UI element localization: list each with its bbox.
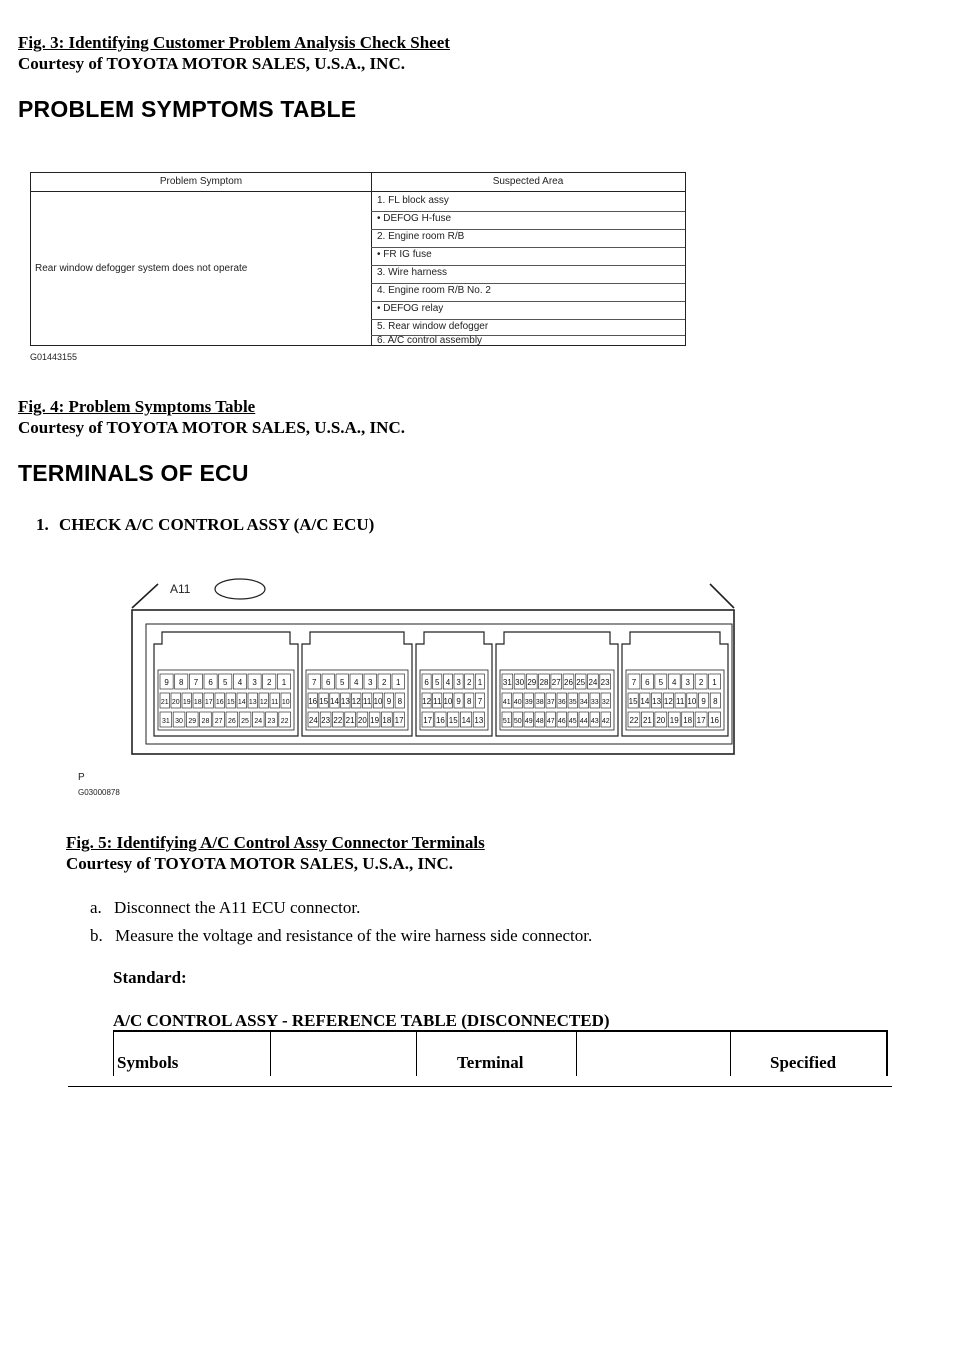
area-item: 6. A/C control assembly xyxy=(377,335,483,346)
pin-number: 7 xyxy=(631,678,637,687)
pin-number: 13 xyxy=(248,699,257,706)
pin-number: 33 xyxy=(590,699,599,706)
pin-number: 31 xyxy=(502,678,512,687)
pin-number: 1 xyxy=(712,678,717,687)
section-heading-terminals: TERMINALS OF ECU xyxy=(18,460,249,486)
pin-number: 40 xyxy=(513,699,522,706)
pin-number: 21 xyxy=(345,716,355,725)
step-1 xyxy=(36,515,374,535)
pin-number: 43 xyxy=(590,718,599,725)
connector-figure-code: G03000878 xyxy=(78,788,120,797)
substep-b-marker: b. xyxy=(90,926,103,945)
pin-number: 14 xyxy=(640,697,650,706)
pin-number: 31 xyxy=(161,718,170,725)
pin-number: 17 xyxy=(204,699,213,706)
pin-number: 12 xyxy=(351,697,361,706)
substep-a-text: Disconnect the A11 ECU connector. xyxy=(114,898,361,917)
fig5-caption: Fig. 5: Identifying A/C Control Assy Connector Terminals xyxy=(66,833,485,852)
pin-number: 26 xyxy=(564,678,573,687)
pin-number: 26 xyxy=(227,718,236,725)
pin-number: 8 xyxy=(397,697,403,706)
pin-number: 46 xyxy=(557,718,566,725)
pin-number: 4 xyxy=(354,678,359,687)
pin-number: 45 xyxy=(568,718,577,725)
pin-number: 10 xyxy=(687,697,697,706)
pin-number: 35 xyxy=(568,699,577,706)
pin-number: 21 xyxy=(642,716,652,725)
fig3-caption: Fig. 3: Identifying Customer Problem Analysis Check Sheet xyxy=(18,33,450,52)
pin-number: 38 xyxy=(535,699,544,706)
symptoms-figure-code: G01443155 xyxy=(30,352,78,362)
substep-a xyxy=(90,898,360,918)
pin-number: 36 xyxy=(557,699,566,706)
pin-number: 11 xyxy=(675,697,685,706)
fig4-caption-block xyxy=(18,396,405,438)
pin-number: 13 xyxy=(340,697,350,706)
area-item: • DEFOG relay xyxy=(377,303,444,314)
pin-number: 12 xyxy=(422,697,432,706)
fig3-courtesy: Courtesy of TOYOTA MOTOR SALES, U.S.A., INC. xyxy=(18,54,405,73)
pin-number: 47 xyxy=(546,718,555,725)
pin-number: 19 xyxy=(669,716,679,725)
substep-b-text: Measure the voltage and resistance of the wire harness side connector. xyxy=(115,926,593,945)
pin-number: 22 xyxy=(280,718,289,725)
table-header-terminal: Terminal xyxy=(457,1053,524,1072)
pin-number: 48 xyxy=(535,718,544,725)
pin-number: 50 xyxy=(513,718,522,725)
step-1-number: 1. xyxy=(36,515,49,534)
pin-number: 21 xyxy=(160,699,169,706)
pin-number: 24 xyxy=(588,678,598,687)
pin-number: 23 xyxy=(321,716,331,725)
pin-number: 49 xyxy=(524,718,533,725)
connector-side-label: P xyxy=(78,772,85,783)
pin-number: 11 xyxy=(362,697,372,706)
area-item: 5. Rear window defogger xyxy=(377,321,489,332)
pin-number: 28 xyxy=(201,718,210,725)
pin-number: 10 xyxy=(373,697,383,706)
pin-number: 13 xyxy=(652,697,662,706)
pin-number: 6 xyxy=(208,678,213,687)
pin-number: 20 xyxy=(357,716,367,725)
pin-number: 2 xyxy=(698,678,704,687)
pin-number: 5 xyxy=(340,678,345,687)
pin-number: 12 xyxy=(663,697,673,706)
pin-number: 6 xyxy=(424,678,429,687)
page-bottom-rule xyxy=(68,1086,892,1087)
fig4-courtesy: Courtesy of TOYOTA MOTOR SALES, U.S.A., INC. xyxy=(18,418,405,437)
pin-number: 15 xyxy=(448,716,458,725)
pin-number: 8 xyxy=(179,678,184,687)
pin-number: 15 xyxy=(319,697,329,706)
fig5-courtesy: Courtesy of TOYOTA MOTOR SALES, U.S.A., INC. xyxy=(66,854,453,873)
pin-number: 24 xyxy=(254,718,263,725)
pin-number: 4 xyxy=(445,678,451,687)
pin-number: 16 xyxy=(435,716,445,725)
pin-number: 25 xyxy=(576,678,586,687)
pin-number: 15 xyxy=(226,699,235,706)
area-item: • FR IG fuse xyxy=(377,249,432,260)
pin-number: 27 xyxy=(551,678,561,687)
pin-number: 18 xyxy=(193,699,202,706)
pin-number: 6 xyxy=(645,678,650,687)
substep-a-marker: a. xyxy=(90,898,102,917)
fig4-caption: Fig. 4: Problem Symptoms Table xyxy=(18,397,256,416)
fig3-caption-block xyxy=(18,32,450,74)
pin-number: 13 xyxy=(474,716,484,725)
step-1-text: CHECK A/C CONTROL ASSY (A/C ECU) xyxy=(59,515,375,534)
pin-number: 34 xyxy=(579,699,588,706)
pin-number: 23 xyxy=(267,718,276,725)
pin-number: 10 xyxy=(443,697,453,706)
area-item: 4. Engine room R/B No. 2 xyxy=(377,285,491,296)
pin-number: 44 xyxy=(579,718,588,725)
reference-table-title: A/C CONTROL ASSY - REFERENCE TABLE (DISCONNECTED) xyxy=(113,1011,610,1030)
pin-number: 18 xyxy=(683,716,693,725)
pin-number: 16 xyxy=(215,699,224,706)
pin-number: 51 xyxy=(502,718,511,725)
connector-label: A11 xyxy=(170,582,191,596)
symptom-text: Rear window defogger system does not operate xyxy=(35,263,248,274)
pin-number: 8 xyxy=(467,697,472,706)
pin-number: 9 xyxy=(701,697,706,706)
pin-number: 4 xyxy=(237,678,243,687)
pin-number: 17 xyxy=(696,716,706,725)
pin-number: 37 xyxy=(546,699,555,706)
pin-number: 14 xyxy=(461,716,471,725)
pin-number: 3 xyxy=(252,678,257,687)
pin-number: 20 xyxy=(656,716,666,725)
pin-number: 5 xyxy=(658,678,664,687)
pin-number: 22 xyxy=(629,716,639,725)
standard-label: Standard: xyxy=(113,968,187,987)
pin-number: 8 xyxy=(713,697,718,706)
pin-number: 9 xyxy=(164,678,169,687)
reference-table xyxy=(113,1030,888,1076)
pin-number: 7 xyxy=(312,678,317,687)
pin-number: 5 xyxy=(435,678,440,687)
pin-number: 41 xyxy=(502,699,511,706)
pin-number: 2 xyxy=(267,678,272,687)
pin-number: 39 xyxy=(524,699,533,706)
pin-number: 16 xyxy=(308,697,318,706)
table-header-symbols: Symbols xyxy=(117,1053,179,1072)
pin-number: 17 xyxy=(423,716,433,725)
pin-number: 22 xyxy=(333,716,343,725)
area-item: 1. FL block assy xyxy=(377,195,449,206)
pin-number: 6 xyxy=(326,678,331,687)
pin-number: 5 xyxy=(223,678,228,687)
pin-number: 9 xyxy=(386,697,392,706)
pin-number: 32 xyxy=(601,699,610,706)
pin-number: 29 xyxy=(188,718,197,725)
pin-number: 17 xyxy=(394,716,404,725)
pin-number: 11 xyxy=(271,699,279,706)
pin-number: 3 xyxy=(368,678,373,687)
pin-number: 30 xyxy=(515,678,525,687)
pin-number: 3 xyxy=(456,678,461,687)
pin-number: 25 xyxy=(241,718,249,725)
table-header-specified: Specified xyxy=(770,1053,837,1072)
pin-number: 2 xyxy=(467,678,472,687)
pin-number: 30 xyxy=(175,718,183,725)
problem-symptoms-figure xyxy=(30,172,686,346)
area-item: 2. Engine room R/B xyxy=(377,231,465,242)
pin-number: 15 xyxy=(628,697,638,706)
connector-a11-figure xyxy=(70,570,750,810)
pin-number: 18 xyxy=(382,716,392,725)
pin-number: 7 xyxy=(193,678,199,687)
pin-number: 14 xyxy=(330,697,339,706)
pin-number: 29 xyxy=(527,678,537,687)
substep-b xyxy=(90,926,592,946)
col-header-problem-symptom: Problem Symptom xyxy=(159,176,243,187)
pin-number: 3 xyxy=(685,678,690,687)
pin-number: 10 xyxy=(281,699,290,706)
pin-number: 19 xyxy=(182,699,191,706)
pin-number: 1 xyxy=(477,678,483,687)
pin-number: 1 xyxy=(281,678,287,687)
pin-number: 4 xyxy=(672,678,677,687)
pin-number: 24 xyxy=(308,716,318,725)
pin-number: 14 xyxy=(237,699,246,706)
pin-number: 19 xyxy=(370,716,380,725)
pin-number: 7 xyxy=(477,697,483,706)
pin-number: 28 xyxy=(539,678,549,687)
pin-number: 23 xyxy=(600,678,610,687)
pin-number: 42 xyxy=(601,718,610,725)
pin-number: 12 xyxy=(259,699,268,706)
col-header-suspected-area: Suspected Area xyxy=(492,176,564,187)
pin-number: 11 xyxy=(433,697,442,706)
pin-number: 1 xyxy=(396,678,401,687)
area-item: • DEFOG H-fuse xyxy=(377,213,452,224)
pin-number: 20 xyxy=(171,699,180,706)
pin-number: 9 xyxy=(456,697,461,706)
pin-number: 27 xyxy=(214,718,223,725)
area-item: 3. Wire harness xyxy=(377,267,448,278)
pin-number: 2 xyxy=(382,678,387,687)
pin-number: 16 xyxy=(710,716,719,725)
fig5-caption-block xyxy=(66,832,485,874)
section-heading-problem-symptoms: PROBLEM SYMPTOMS TABLE xyxy=(18,96,357,122)
